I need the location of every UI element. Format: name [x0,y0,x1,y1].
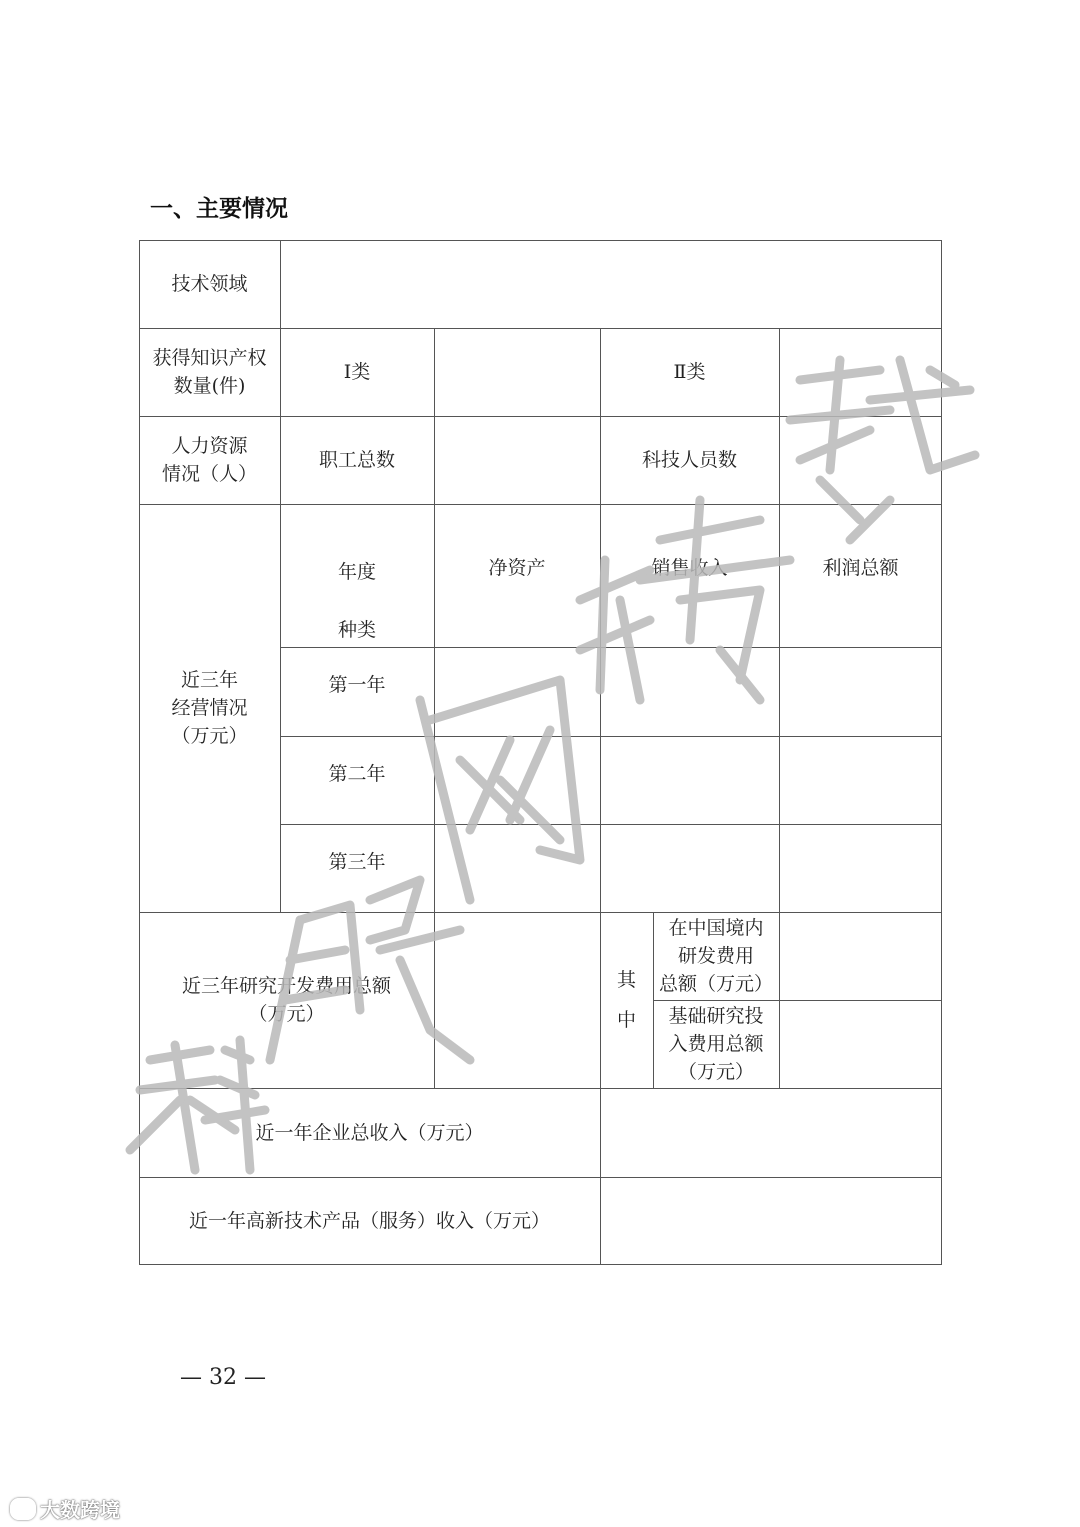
input-basic-research[interactable] [780,1001,941,1088]
input-y2-profit[interactable] [780,737,941,824]
header-sales: 销售收入 [651,557,728,579]
label-tech-staff: 科技人员数 [641,449,737,471]
input-tech-staff[interactable] [780,417,941,504]
label-year-3: 第三年 [328,850,386,873]
input-y3-sales[interactable] [601,825,779,912]
main-info-table [139,240,942,1265]
section-heading: 一、主要情况 [150,196,288,222]
header-profit: 利润总额 [822,557,899,579]
brand-logo [10,1494,120,1523]
input-revenue-last-year[interactable] [601,1089,941,1177]
input-class-ii[interactable] [780,329,941,416]
input-staff-total[interactable] [435,417,600,504]
table-border [139,1264,942,1265]
label-staff-total: 职工总数 [318,449,395,471]
label-operations: 近三年 经营情况 （万元） [171,669,248,747]
input-tech-field[interactable] [281,241,941,328]
label-year-2: 第二年 [328,762,386,785]
input-y1-net-assets[interactable] [435,648,600,736]
brand-icon [10,1498,36,1520]
page-number: — 32 — [180,1365,266,1390]
label-class-i: Ⅰ类 [343,361,371,383]
header-net-assets: 净资产 [488,557,546,579]
input-y1-sales[interactable] [601,648,779,736]
label-hr: 人力资源 情况（人） [161,435,257,485]
label-rd-total: 近三年研究开发费用总额 （万元） [181,975,391,1025]
input-y3-net-assets[interactable] [435,825,600,912]
input-rd-total[interactable] [435,913,600,1088]
label-class-ii: Ⅱ类 [673,361,706,383]
label-year-header: 年度 [337,561,376,583]
input-y2-net-assets[interactable] [435,737,600,824]
label-kind-header: 种类 [337,619,376,641]
label-revenue-last-year: 近一年企业总收入（万元） [255,1121,484,1144]
input-y1-profit[interactable] [780,648,941,736]
input-class-i[interactable] [435,329,600,416]
brand-label: 大数跨境 [40,1498,120,1522]
label-ip-count: 获得知识产权 数量(件) [152,347,267,397]
label-tech-field: 技术领域 [171,273,248,295]
label-year-1: 第一年 [328,673,386,696]
input-hitech-revenue[interactable] [601,1178,941,1264]
label-among: 其 中 [616,969,636,1031]
label-rd-china: 在中国境内 研发费用 总额（万元） [658,917,773,995]
table-border [941,240,942,1265]
input-y2-sales[interactable] [601,737,779,824]
label-basic-research: 基础研究投 入费用总额 （万元） [668,1005,764,1083]
label-hitech-revenue: 近一年高新技术产品（服务）收入（万元） [188,1209,550,1232]
input-y3-profit[interactable] [780,825,941,912]
input-rd-china[interactable] [780,913,941,1000]
